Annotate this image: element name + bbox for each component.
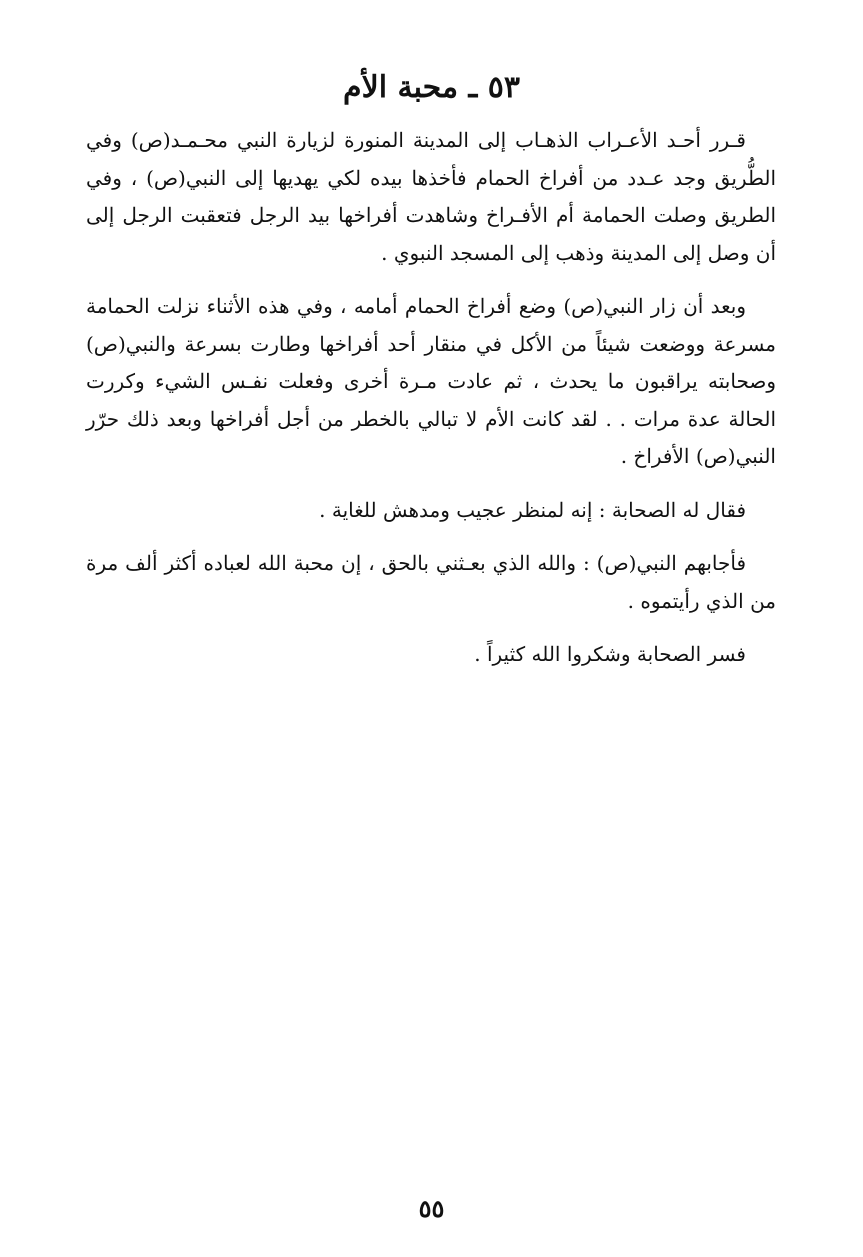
page-number: ٥٥	[418, 1194, 445, 1223]
paragraph: فقال له الصحابة : إنه لمنظر عجيب ومدهش للغاية .	[319, 497, 746, 522]
chapter-title: ٥٣ ـ محبة الأم	[343, 70, 520, 105]
paragraph: فسر الصحابة وشكروا الله كثيراً .	[474, 642, 746, 666]
chapter-body	[86, 122, 776, 690]
paragraph: وبعد أن زار النبي(ص) وضع أفراخ الحمام أمامه ، وفي هذه الأثناء نزلت الحمامة مسرعة ووضعت شيئاً من الأكل في منقار أحد أفراخها وطارت بسرعة والنبي(ص) وصحابته يراقبون ما يحدث ، ثم عادت مـرة أخرى وفعلت نفـس الشيء وكررت الحالة عدة مرات . . لقد كانت الأم لا تبالي بالخطر من أجل أفراخها وبعد ذلك حرّر النبي(ص) الأفراخ .	[86, 294, 776, 468]
paragraph: قـرر أحـد الأعـراب الذهـاب إلى المدينة المنورة لزيارة النبي محـمـد(ص) وفي الطُّريق وجد عـدد من أفراخ الحمام فأخذها بيده لكي يهديها إلى النبي(ص) ، وفي الطريق وصلت الحمامة أم الأفـراخ وشاهدت أفراخها بيد الرجل فتعقبت الرجل إلى أن وصل إلى المدينة وذهب إلى المسجد النبوي .	[86, 128, 776, 265]
paragraph: فأجابهم النبي(ص) : والله الذي بعـثني بالحق ، إن محبة الله لعباده أكثر ألف مرة من الذي رأيتموه .	[86, 551, 776, 613]
